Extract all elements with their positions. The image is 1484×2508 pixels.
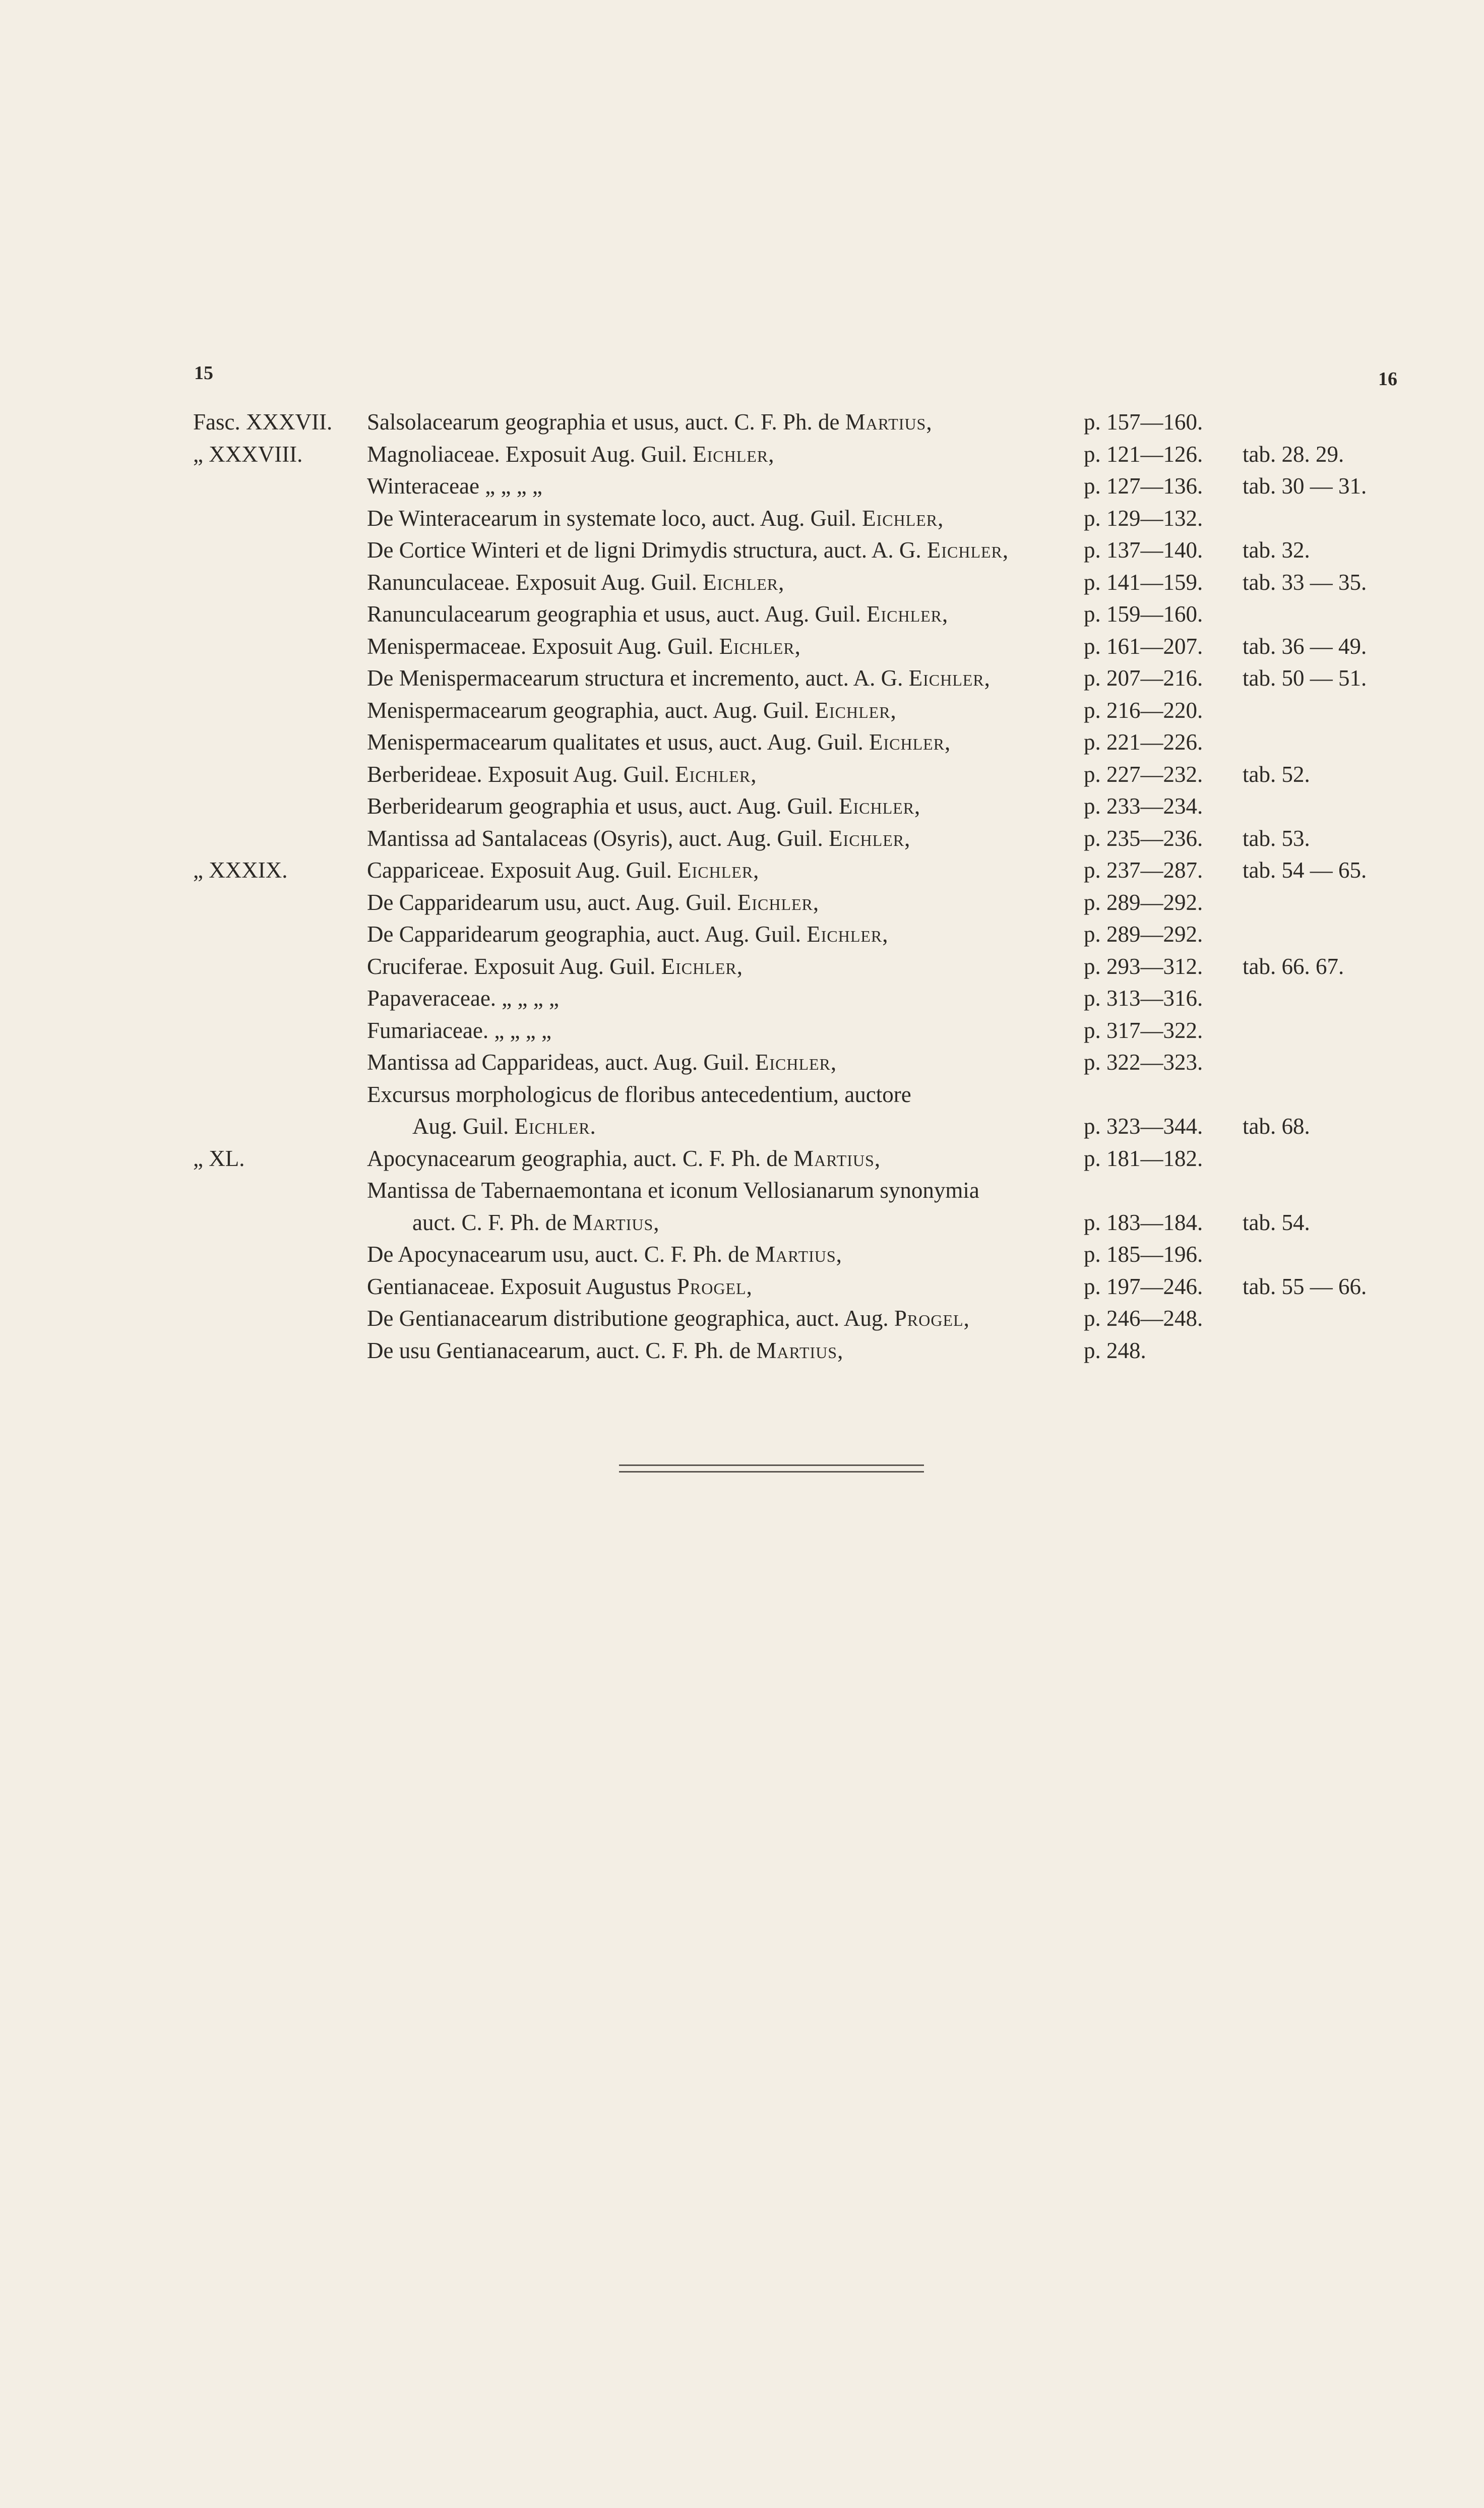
entry-punct: , bbox=[942, 601, 948, 627]
fascicle-label: „ XXXVIII. bbox=[193, 441, 303, 467]
entry-author: Eichler bbox=[675, 761, 751, 787]
plate-range: tab. 32. bbox=[1243, 537, 1310, 563]
entry-title bbox=[367, 1047, 836, 1078]
entry-author: Eichler bbox=[677, 858, 754, 883]
entry-title-text: Mantissa de Tabernaemontana et iconum Vellosianarum synonymia bbox=[367, 1178, 979, 1203]
entry-punct: , bbox=[984, 665, 990, 691]
entry-punct: , bbox=[768, 441, 774, 467]
entry-author: Eichler bbox=[908, 665, 984, 691]
plate-range: tab. 54 — 65. bbox=[1243, 858, 1367, 883]
entry-punct: , bbox=[914, 793, 920, 819]
toc-row bbox=[0, 1015, 1462, 1046]
entry-title bbox=[367, 1271, 752, 1302]
entry-punct: , bbox=[926, 409, 932, 435]
page-range: p. 235—236. bbox=[1084, 825, 1203, 851]
plate-range: tab. 66. 67. bbox=[1243, 953, 1344, 979]
page-range: p. 317—322. bbox=[1084, 1017, 1203, 1043]
fascicle-label: Fasc. XXXVII. bbox=[193, 409, 333, 435]
entry-title-text: Apocynacearum geographia, auct. C. F. Ph. de bbox=[367, 1145, 794, 1171]
entry-punct: , bbox=[890, 697, 896, 723]
entry-title-text: Berberideae. Exposuit Aug. Guil. bbox=[367, 761, 675, 787]
toc-row bbox=[0, 919, 1462, 950]
entry-author: Eichler bbox=[815, 697, 891, 723]
entry-author: Progel bbox=[894, 1306, 964, 1331]
toc-row bbox=[0, 631, 1462, 662]
toc-row bbox=[0, 1111, 1462, 1142]
entry-punct: , bbox=[904, 825, 910, 851]
entry-author: Progel bbox=[676, 1273, 747, 1299]
entry-title-text: Ranunculacearum geographia et usus, auct. Aug. Guil. bbox=[367, 601, 867, 627]
entry-title bbox=[412, 1207, 659, 1238]
entry-punct: , bbox=[778, 569, 784, 595]
entry-title bbox=[367, 470, 542, 502]
page-range: p. 127—136. bbox=[1084, 473, 1203, 499]
entry-title bbox=[367, 695, 896, 726]
page-range: p. 197—246. bbox=[1084, 1273, 1203, 1299]
entry-author: Martius bbox=[845, 409, 926, 435]
entry-title-text: De Cortice Winteri et de ligni Drimydis structura, auct. A. G. bbox=[367, 537, 927, 563]
entry-author: Eichler bbox=[869, 729, 945, 755]
toc-row bbox=[0, 951, 1462, 982]
closing-double-rule bbox=[619, 1464, 924, 1473]
entry-punct: . bbox=[590, 1114, 596, 1139]
entry-title bbox=[367, 854, 759, 886]
entry-title bbox=[367, 567, 784, 598]
entry-author: Eichler bbox=[661, 953, 737, 979]
page-range: p. 185—196. bbox=[1084, 1242, 1203, 1267]
entry-title bbox=[367, 1079, 911, 1110]
plate-range: tab. 54. bbox=[1243, 1209, 1310, 1235]
entry-author: Eichler bbox=[807, 922, 883, 947]
entry-punct: , bbox=[751, 761, 757, 787]
page-range: p. 181—182. bbox=[1084, 1145, 1203, 1171]
entry-author: Eichler bbox=[839, 793, 915, 819]
entry-title-text: De Winteracearum in systemate loco, auct. Aug. Guil. bbox=[367, 505, 862, 531]
page-range: p. 237—287. bbox=[1084, 858, 1203, 883]
page-range: p. 161—207. bbox=[1084, 633, 1203, 659]
entry-title-text: Berberidearum geographia et usus, auct. Aug. Guil. bbox=[367, 793, 839, 819]
entry-punct: , bbox=[963, 1306, 969, 1331]
page-range: p. 293—312. bbox=[1084, 953, 1203, 979]
entry-author: Martius bbox=[756, 1337, 838, 1363]
entry-punct: , bbox=[794, 633, 800, 659]
entry-title-text: Excursus morphologicus de floribus antecedentium, auctore bbox=[367, 1081, 911, 1107]
entry-author: Eichler bbox=[693, 441, 769, 467]
entry-title bbox=[367, 1239, 842, 1270]
toc-row bbox=[0, 726, 1462, 758]
entry-title-text: De Gentianacearum distributione geographica, auct. Aug. bbox=[367, 1306, 894, 1331]
toc-row bbox=[0, 1239, 1462, 1270]
entry-title bbox=[367, 726, 950, 758]
entry-title-text: Mantissa ad Santalaceas (Osyris), auct. Aug. Guil. bbox=[367, 825, 829, 851]
entry-title bbox=[367, 534, 1008, 566]
fascicle-label: „ XXXIX. bbox=[193, 858, 288, 883]
entry-title-text: Aug. Guil. bbox=[412, 1114, 515, 1139]
plate-range: tab. 36 — 49. bbox=[1243, 633, 1367, 659]
entry-title bbox=[367, 439, 774, 470]
toc-row bbox=[0, 470, 1462, 502]
toc-row bbox=[0, 1271, 1462, 1302]
entry-author: Eichler bbox=[737, 889, 813, 915]
entry-title bbox=[367, 631, 800, 662]
page-range: p. 323—344. bbox=[1084, 1114, 1203, 1139]
plate-range: tab. 53. bbox=[1243, 825, 1310, 851]
entry-title-text: Papaveraceae. „ „ „ „ bbox=[367, 986, 559, 1011]
entry-author: Martius bbox=[793, 1145, 875, 1171]
entry-title-text: auct. C. F. Ph. de bbox=[412, 1209, 573, 1235]
entry-title-text: Winteraceae „ „ „ „ bbox=[367, 473, 542, 499]
entry-title bbox=[367, 759, 756, 790]
entry-punct: , bbox=[813, 889, 819, 915]
entry-title-text: Fumariaceae. „ „ „ „ bbox=[367, 1017, 551, 1043]
page-range: p. 313—316. bbox=[1084, 986, 1203, 1011]
entry-punct: , bbox=[945, 729, 951, 755]
plate-range: tab. 55 — 66. bbox=[1243, 1273, 1367, 1299]
entry-title bbox=[367, 662, 990, 694]
entry-punct: , bbox=[746, 1273, 752, 1299]
entry-title-text: Cappariceae. Exposuit Aug. Guil. bbox=[367, 858, 678, 883]
toc-row bbox=[0, 759, 1462, 790]
page-range: p. 141—159. bbox=[1084, 569, 1203, 595]
entry-title bbox=[367, 983, 559, 1014]
entry-title bbox=[367, 1303, 969, 1334]
toc-row bbox=[0, 503, 1462, 534]
toc-row bbox=[0, 1047, 1462, 1078]
plate-range: tab. 50 — 51. bbox=[1243, 665, 1367, 691]
entry-title-text: De usu Gentianacearum, auct. C. F. Ph. de bbox=[367, 1337, 757, 1363]
entry-title bbox=[367, 1143, 880, 1174]
entry-title-text: De Menispermacearum structura et incremento, auct. A. G. bbox=[367, 665, 909, 691]
entry-title-text: Menispermaceae. Exposuit Aug. Guil. bbox=[367, 633, 719, 659]
plate-range: tab. 33 — 35. bbox=[1243, 569, 1367, 595]
entry-title bbox=[367, 823, 910, 854]
toc-row bbox=[0, 662, 1462, 694]
entry-title-text: Mantissa ad Capparideas, auct. Aug. Guil. bbox=[367, 1050, 755, 1075]
entry-title-text: Menispermacearum qualitates et usus, auct. Aug. Guil. bbox=[367, 729, 869, 755]
entry-title bbox=[412, 1111, 596, 1142]
entry-punct: , bbox=[736, 953, 743, 979]
toc-row bbox=[0, 1143, 1462, 1174]
entry-title-text: De Capparidearum geographia, auct. Aug. Guil. bbox=[367, 922, 807, 947]
page-range: p. 289—292. bbox=[1084, 889, 1203, 915]
entry-title-text: Gentianaceae. Exposuit Augustus bbox=[367, 1273, 677, 1299]
page-range: p. 159—160. bbox=[1084, 601, 1203, 627]
entry-punct: , bbox=[836, 1242, 842, 1267]
toc-row bbox=[0, 439, 1462, 470]
entry-title-text: Menispermacearum geographia, auct. Aug. Guil. bbox=[367, 697, 815, 723]
fascicle-label: „ XL. bbox=[193, 1145, 245, 1171]
entry-title bbox=[367, 406, 932, 438]
entry-punct: , bbox=[938, 505, 944, 531]
entry-punct: , bbox=[874, 1145, 881, 1171]
entry-author: Eichler bbox=[703, 569, 779, 595]
page-range: p. 248. bbox=[1084, 1337, 1146, 1363]
entry-punct: , bbox=[830, 1050, 837, 1075]
page-range: p. 157—160. bbox=[1084, 409, 1203, 435]
entry-title bbox=[367, 1015, 551, 1046]
entry-punct: , bbox=[653, 1209, 659, 1235]
entry-punct: , bbox=[1002, 537, 1009, 563]
page-range: p. 246—248. bbox=[1084, 1306, 1203, 1331]
entry-title bbox=[367, 1175, 979, 1206]
page-number-right: 16 bbox=[1378, 369, 1397, 390]
page-range: p. 221—226. bbox=[1084, 729, 1203, 755]
page-range: p. 121—126. bbox=[1084, 441, 1203, 467]
entry-title-text: De Apocynacearum usu, auct. C. F. Ph. de bbox=[367, 1242, 755, 1267]
entry-author: Eichler bbox=[866, 601, 943, 627]
entry-author: Eichler bbox=[926, 537, 1003, 563]
entry-author: Eichler bbox=[829, 825, 905, 851]
toc-row bbox=[0, 598, 1462, 630]
plate-range: tab. 52. bbox=[1243, 761, 1310, 787]
entry-title-text: Salsolacearum geographia et usus, auct. C. F. Ph. de bbox=[367, 409, 845, 435]
entry-punct: , bbox=[753, 858, 759, 883]
toc-row bbox=[0, 1335, 1462, 1366]
entry-title-text: De Capparidearum usu, auct. Aug. Guil. bbox=[367, 889, 737, 915]
entry-title bbox=[367, 1335, 843, 1366]
toc-row bbox=[0, 1175, 1462, 1206]
toc-row bbox=[0, 406, 1462, 438]
entry-punct: , bbox=[882, 922, 888, 947]
entry-title bbox=[367, 598, 948, 630]
entry-title bbox=[367, 887, 819, 918]
entry-author: Eichler bbox=[862, 505, 938, 531]
entry-title bbox=[367, 951, 743, 982]
toc-row bbox=[0, 983, 1462, 1014]
page-range: p. 322—323. bbox=[1084, 1050, 1203, 1075]
toc-row bbox=[0, 1079, 1462, 1110]
entry-title-text: Cruciferae. Exposuit Aug. Guil. bbox=[367, 953, 661, 979]
toc-row bbox=[0, 790, 1462, 822]
toc-row bbox=[0, 567, 1462, 598]
page-range: p. 183—184. bbox=[1084, 1209, 1203, 1235]
entry-title bbox=[367, 919, 888, 950]
toc-row bbox=[0, 823, 1462, 854]
entry-title-text: Ranunculaceae. Exposuit Aug. Guil. bbox=[367, 569, 703, 595]
entry-author: Eichler bbox=[719, 633, 795, 659]
page-range: p. 216—220. bbox=[1084, 697, 1203, 723]
page-range: p. 207—216. bbox=[1084, 665, 1203, 691]
plate-range: tab. 30 — 31. bbox=[1243, 473, 1367, 499]
toc-row bbox=[0, 1207, 1462, 1238]
page-range: p. 289—292. bbox=[1084, 922, 1203, 947]
entry-author: Martius bbox=[572, 1209, 654, 1235]
entry-author: Martius bbox=[755, 1242, 836, 1267]
entry-title bbox=[367, 503, 943, 534]
toc-row bbox=[0, 1303, 1462, 1334]
entry-punct: , bbox=[837, 1337, 843, 1363]
page-range: p. 233—234. bbox=[1084, 793, 1203, 819]
toc-row bbox=[0, 695, 1462, 726]
entry-title-text: Magnoliaceae. Exposuit Aug. Guil. bbox=[367, 441, 693, 467]
entry-author: Eichler bbox=[755, 1050, 831, 1075]
entry-author: Eichler bbox=[514, 1114, 590, 1139]
page-range: p. 129—132. bbox=[1084, 505, 1203, 531]
toc-row bbox=[0, 534, 1462, 566]
page-number-left: 15 bbox=[194, 362, 213, 384]
toc-row bbox=[0, 854, 1462, 886]
page-range: p. 137—140. bbox=[1084, 537, 1203, 563]
entry-title bbox=[367, 790, 920, 822]
page-range: p. 227—232. bbox=[1084, 761, 1203, 787]
plate-range: tab. 68. bbox=[1243, 1114, 1310, 1139]
toc-row bbox=[0, 887, 1462, 918]
plate-range: tab. 28. 29. bbox=[1243, 441, 1344, 467]
